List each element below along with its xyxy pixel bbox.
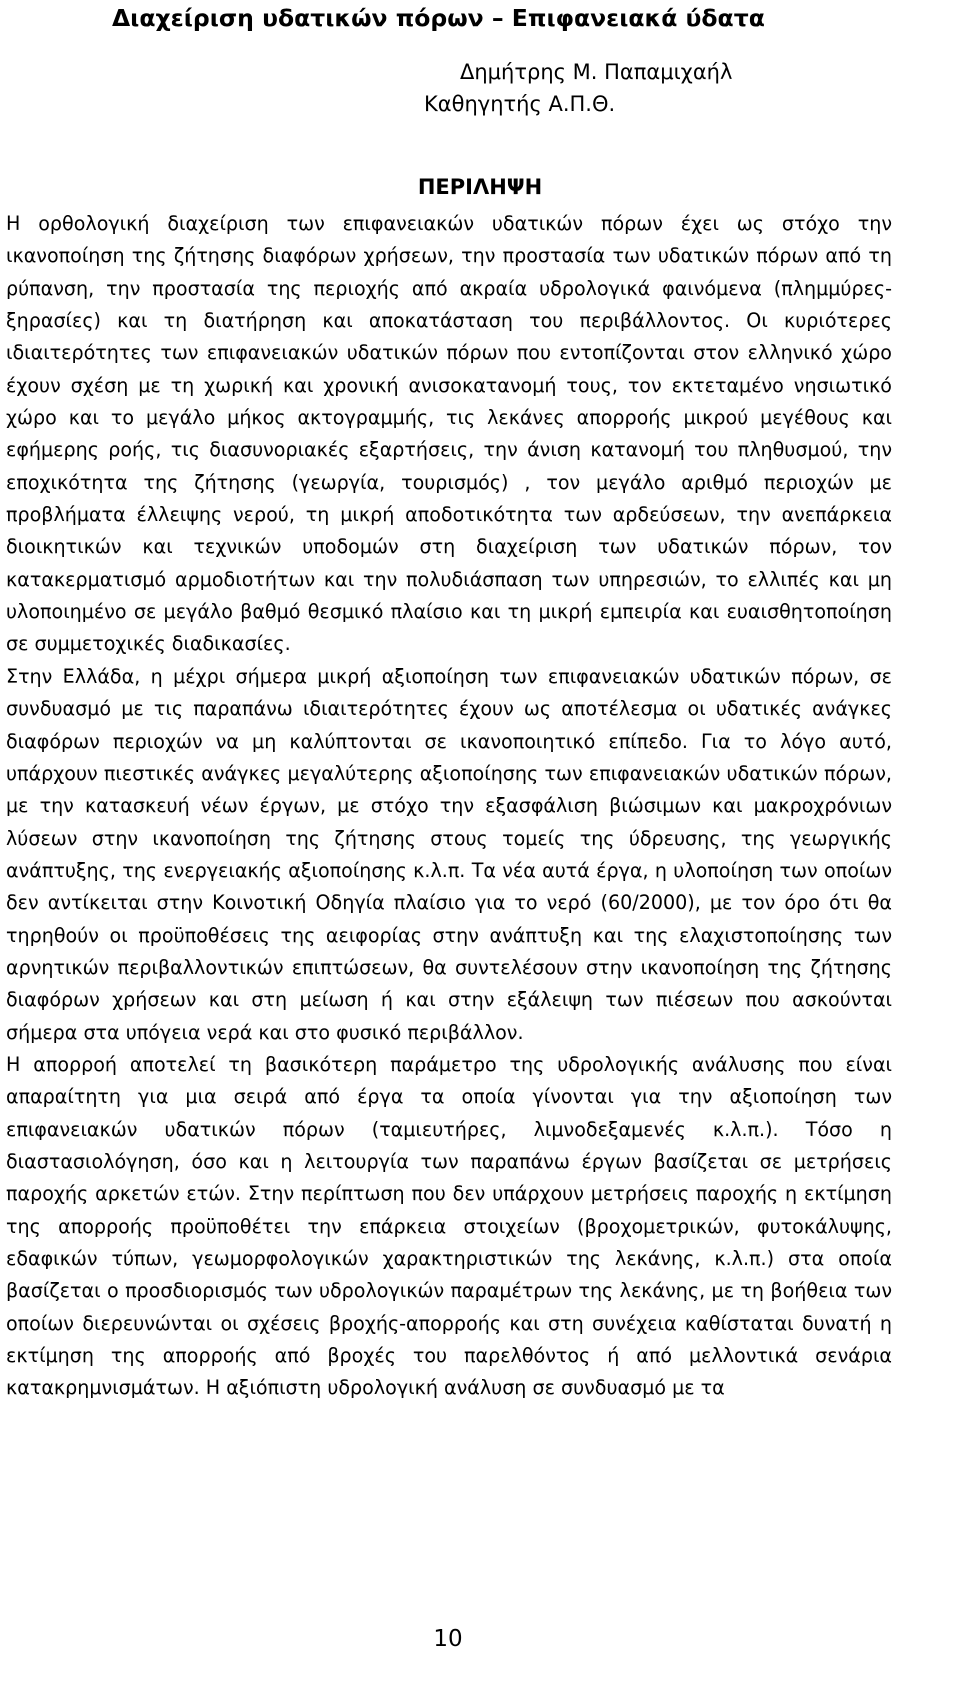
author-name: Δημήτρης Μ. Παπαμιχαήλ bbox=[460, 60, 733, 84]
abstract-paragraph-3: Η απορροή αποτελεί τη βασικότερη παράμετρο της υδρολογικής ανάλυσης που είναι απαραίτητη για μια σειρά από έργα τα οποία γίνονται για την αξιοποίηση των επιφανειακών υδατικών πόρων (ταμιευτήρες, λιμνοδεξαμενές κ.λ.π.). Τόσο η διαστασιολόγηση, όσο και η λειτουργία των παραπάνω έργων βασίζεται σε μετρήσεις παροχής αρκετών ετών. Στην περίπτωση που δεν υπάρχουν μετρήσεις παροχής η εκτίμηση της απορροής προϋποθέτει την επάρκεια στοιχείων (βροχομετρικών, φυτοκάλυψης, εδαφικών τύπων, γεωμορφολογικών χαρακτηριστικών της λεκάνης, κ.λ.π.) στα οποία βασίζεται ο προσδιορισμός των υδρολογικών παραμέτρων της λεκάνης, με τη βοήθεια των οποίων διερευνώνται οι σχέσεις βροχής-απορροής και στη συνέχεια καθίσταται δυνατή η εκτίμηση της απορροής από βροχές του παρελθόντος ή από μελλοντικά σενάρια κατακρημνισμάτων. Η αξιόπιστη υδρολογική ανάλυση σε συνδυασμό με τα bbox=[6, 1052, 892, 1400]
page-number: 10 bbox=[433, 1626, 463, 1652]
abstract-paragraph-1: Η ορθολογική διαχείριση των επιφανειακών υδατικών πόρων έχει ως στόχο την ικανοποίηση της ζήτησης διαφόρων χρήσεων, την προστασία των υδατικών πόρων από τη ρύπανση, την προστασία της περιοχής από ακραία υδρολογικά φαινόμενα (πλημμύρες-ξηρασίες) και τη διατήρηση και αποκατάσταση του περιβάλλοντος. Οι κυριότερες ιδιαιτερότητες των επιφανειακών υδατικών πόρων που εντοπίζονται στον ελληνικό χώρο έχουν σχέση με τη χωρική και χρονική ανισοκατανομή τους, τον εκτεταμένο νησιωτικό χώρο και το μεγάλο μήκος ακτογραμμής, τις λεκάνες απορροής μικρού μεγέθους και εφήμερης ροής, τις διασυνοριακές εξαρτήσεις, την άνιση κατανομή του πληθυσμού, την εποχικότητα της ζήτησης (γεωργία, τουρισμός) , τον μεγάλο αριθμό περιοχών με προβλήματα έλλειψης νερού, τη μικρή αποδοτικότητα των αρδεύσεων, την ανεπάρκεια διοικητικών και τεχνικών υποδομών στη διαχείριση των υδατικών πόρων, τον κατακερματισμό αρμοδιοτήτων και την πολυδιάσπαση των υπηρεσιών, το ελλιπές και μη υλοποιημένο σε μεγάλο βαθμό θεσμικό πλαίσιο και τη μικρή εμπειρία και ευαισθητοποίηση σε συμμετοχικές διαδικασίες. bbox=[6, 212, 892, 656]
author-affiliation: Καθηγητής Α.Π.Θ. bbox=[424, 92, 616, 116]
document-title: Διαχείριση υδατικών πόρων – Επιφανειακά ύδατα bbox=[112, 4, 765, 32]
abstract-paragraph-2: Στην Ελλάδα, η μέχρι σήμερα μικρή αξιοποίηση των επιφανειακών υδατικών πόρων, σε συνδυασμό με τις παραπάνω ιδιαιτερότητες έχουν ως αποτέλεσμα οι υδατικές ανάγκες διαφόρων περιοχών να μη καλύπτονται σε ικανοποιητικό επίπεδο. Για το λόγο αυτό, υπάρχουν πιεστικές ανάγκες μεγαλύτερης αξιοποίησης των επιφανειακών υδατικών πόρων, με την κατασκευή νέων έργων, με στόχο την εξασφάλιση βιώσιμων και μακροχρόνιων λύσεων στην ικανοποίηση της ζήτησης στους τομείς της ύδρευσης, της γεωργικής ανάπτυξης, της ενεργειακής αξιοποίησης κ.λ.π. Τα νέα αυτά έργα, η υλοποίηση των οποίων δεν αντίκειται στην Κοινοτική Οδηγία πλαίσιο για το νερό (60/2000), με τον όρο ότι θα τηρηθούν οι προϋποθέσεις της αειφορίας στην ανάπτυξη και της ελαχιστοποίησης των αρνητικών περιβαλλοντικών επιπτώσεων, θα συντελέσουν στην ικανοποίηση της ζήτησης διαφόρων χρήσεων και στη μείωση ή και στην εξάλειψη των πιέσεων που ασκούνται σήμερα στα υπόγεια νερά και στο φυσικό περιβάλλον. bbox=[6, 664, 892, 1044]
abstract-heading: ΠΕΡΙΛΗΨΗ bbox=[417, 175, 543, 199]
abstract-body bbox=[6, 208, 892, 1405]
